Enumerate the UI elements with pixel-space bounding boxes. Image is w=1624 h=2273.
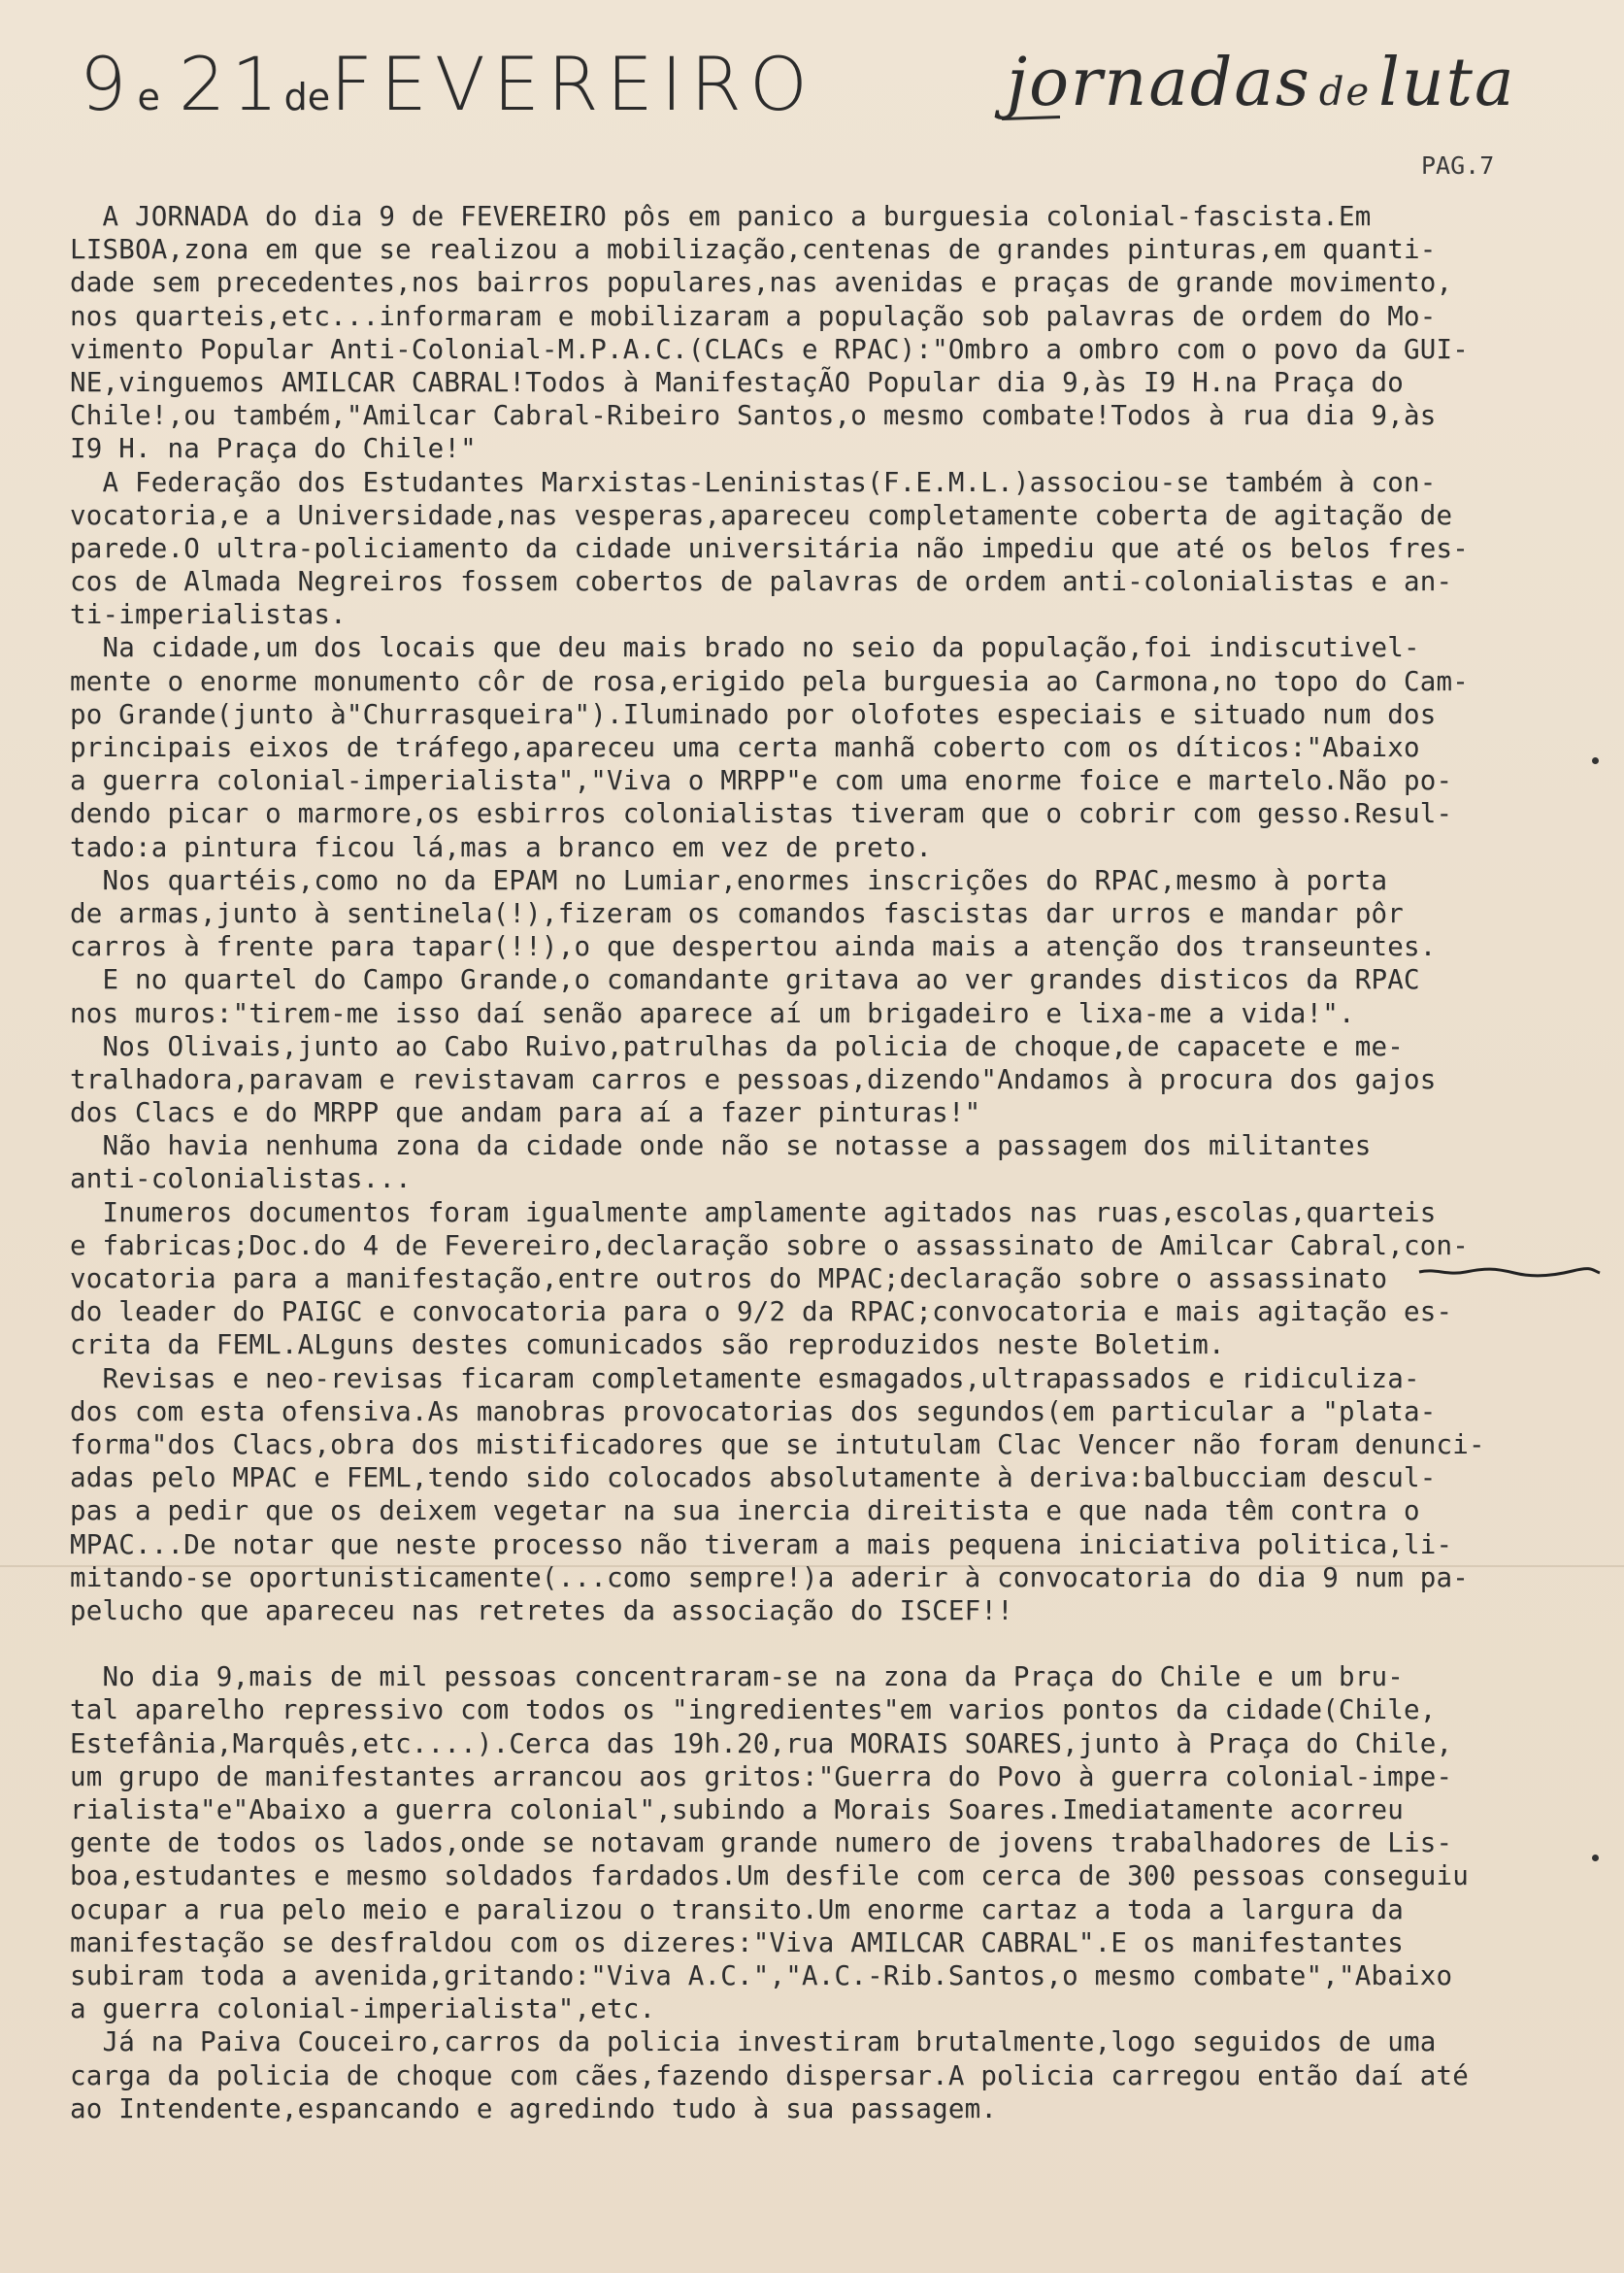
pen-scribble-mark [1417, 1266, 1602, 1278]
text-line: carga da policia de choque com cães,fazendo dispersar.A policia carregou então daí até [70, 2059, 1470, 2091]
margin-dot-upper [1592, 757, 1599, 764]
text-line: mitando-se oportunisticamente(...como sempre!)a aderir à convocatoria do dia 9 num pa- [70, 1561, 1470, 1593]
text-line: crita da FEML.ALguns destes comunicados são reproduzidos neste Boletim. [70, 1329, 1225, 1361]
text-line: A JORNADA do dia 9 de FEVEREIRO pôs em panico a burguesia colonial-fascista.Em [70, 201, 1372, 232]
text-line: Já na Paiva Couceiro,carros da policia investiram brutalmente,logo seguidos de uma [70, 2026, 1437, 2058]
paragraph-gap [70, 1627, 1584, 1660]
text-line: a guerra colonial-imperialista",etc. [70, 1993, 656, 2025]
text-line: dendo picar o marmore,os esbirros colonialistas tiveram que o cobrir com gesso.Resul- [70, 798, 1453, 830]
text-line: tal aparelho repressivo com todos os "ingredientes"em varios pontos da cidade(Chile, [70, 1694, 1437, 1726]
headline-day-9: 9 [80, 41, 133, 127]
text-line: e fabricas;Doc.do 4 de Fevereiro,declaração sobre o assassinato de Amilcar Cabral,con- [70, 1229, 1470, 1261]
text-line: Chile!,ou também,"Amilcar Cabral-Ribeiro Santos,o mesmo combate!Todos à rua dia 9,às [70, 400, 1437, 432]
text-line: gente de todos os lados,onde se notavam grande numero de jovens trabalhadores de Lis- [70, 1827, 1453, 1859]
text-line: nos quarteis,etc...informaram e mobilizaram a população sob palavras de ordem do Mo- [70, 300, 1437, 332]
text-line: rialista"e"Abaixo a guerra colonial",subindo a Morais Soares.Imediatamente acorreu [70, 1794, 1405, 1825]
text-line: nos muros:"tirem-me isso daí senão aparece aí um brigadeiro e lixa-me a vida!". [70, 997, 1355, 1029]
headline-de: de [283, 76, 331, 118]
text-line: do leader do PAIGC e convocatoria para o 9/2 da RPAC;convocatoria e mais agitação es- [70, 1296, 1453, 1328]
text-line: vocatoria,e a Universidade,nas vesperas,apareceu completamente coberta de agitação de [70, 499, 1453, 531]
text-line: ti-imperialistas. [70, 599, 347, 631]
text-line: I9 H. na Praça do Chile!" [70, 433, 477, 465]
text-line: subiram toda a avenida,gritando:"Viva A.C.","A.C.-Rib.Santos,o mesmo combate","Abaixo [70, 1959, 1453, 1991]
text-line: MPAC...De notar que neste processo não tiveram a mais pequena iniciativa politica,li- [70, 1528, 1453, 1560]
text-line: boa,estudantes e mesmo soldados fardados.Um desfile com cerca de 300 pessoas conseguiu [70, 1860, 1470, 1892]
text-line: manifestação se desfraldou com os dizeres:"Viva AMILCAR CABRAL".E os manifestantes [70, 1926, 1405, 1958]
text-line: Nos Olivais,junto ao Cabo Ruivo,patrulhas da policia de choque,de capacete e me- [70, 1030, 1405, 1062]
text-line: ao Intendente,espancando e agredindo tudo à sua passagem. [70, 2092, 998, 2124]
headline-day-21: 21 [178, 41, 284, 127]
page-number: PAG.7 [1421, 151, 1495, 180]
headline-subtitle-word1: jornadas [1007, 45, 1311, 121]
text-line: pelucho que apareceu nas retretes da associação do ISCEF!! [70, 1594, 1013, 1626]
text-line: Estefânia,Marquês,etc....).Cerca das 19h.20,rua MORAIS SOARES,junto à Praça do Chile, [70, 1727, 1453, 1759]
text-line: A Federação dos Estudantes Marxistas-Leninistas(F.E.M.L.)associou-se também à con- [70, 466, 1437, 498]
headline [80, 41, 1555, 148]
text-line: anti-colonialistas... [70, 1163, 412, 1195]
headline-month: FEVEREIRO [330, 41, 815, 127]
text-line: Na cidade,um dos locais que deu mais brado no seio da população,foi indiscutivel- [70, 632, 1420, 664]
text-line: dade sem precedentes,nos bairros populares,nas avenidas e praças de grande movimento, [70, 267, 1453, 299]
headline-subtitle-word2: luta [1378, 45, 1516, 121]
text-line: vimento Popular Anti-Colonial-M.P.A.C.(CLACs e RPAC):"Ombro a ombro com o povo da GUI- [70, 333, 1470, 365]
text-line: parede.O ultra-policiamento da cidade universitária não impediu que até os belos fres- [70, 532, 1470, 564]
text-line: dos com esta ofensiva.As manobras provocatorias dos segundos(em particular a "plata- [70, 1395, 1437, 1427]
text-line: mente o enorme monumento côr de rosa,erigido pela burguesia ao Carmona,no topo do Cam- [70, 665, 1470, 697]
text-line: tralhadora,paravam e revistavam carros e pessoas,dizendo"Andamos à procura dos gajos [70, 1063, 1437, 1095]
article-body [70, 200, 1584, 2125]
text-line: LISBOA,zona em que se realizou a mobilização,centenas de grandes pinturas,em quanti- [70, 234, 1437, 266]
text-line: carros à frente para tapar(!!),o que despertou ainda mais a atenção dos transeuntes. [70, 931, 1437, 963]
headline-subtitle-de: de [1318, 70, 1372, 115]
text-line: dos Clacs e do MRPP que andam para aí a fazer pinturas!" [70, 1097, 981, 1129]
text-line: tado:a pintura ficou lá,mas a branco em vez de preto. [70, 831, 933, 863]
text-line: Não havia nenhuma zona da cidade onde não se notasse a passagem dos militantes [70, 1130, 1372, 1162]
text-line: um grupo de manifestantes arrancou aos gritos:"Guerra do Povo à guerra colonial-impe- [70, 1760, 1453, 1792]
text-line: pas a pedir que os deixem vegetar na sua inercia direitista e que nada têm contra o [70, 1495, 1420, 1527]
text-line: a guerra colonial-imperialista","Viva o MRPP"e com uma enorme foice e martelo.Não po- [70, 765, 1453, 797]
text-line: forma"dos Clacs,obra dos mistificadores que se intutulam Clac Vencer não foram denunci- [70, 1428, 1485, 1460]
text-line: No dia 9,mais de mil pessoas concentraram-se na zona da Praça do Chile e um bru- [70, 1661, 1405, 1693]
margin-dot-lower [1592, 1855, 1599, 1861]
text-line: po Grande(junto à"Churrasqueira").Iluminado por olofotes especiais e situado num dos [70, 698, 1437, 730]
text-line: vocatoria para a manifestação,entre outros do MPAC;declaração sobre o assassinato [70, 1263, 1388, 1294]
text-line: de armas,junto à sentinela(!),fizeram os comandos fascistas dar urros e mandar pôr [70, 897, 1405, 929]
text-line: ocupar a rua pelo meio e paralizou o transito.Um enorme cartaz a toda a largura da [70, 1893, 1405, 1925]
text-line: Nos quartéis,como no da EPAM no Lumiar,enormes inscrições do RPAC,mesmo à porta [70, 864, 1388, 896]
text-line: E no quartel do Campo Grande,o comandante gritava ao ver grandes disticos da RPAC [70, 964, 1420, 996]
headline-conjunction: e [137, 76, 160, 118]
text-line: NE,vinguemos AMILCAR CABRAL!Todos à ManifestaçÃO Popular dia 9,às I9 H.na Praça do [70, 366, 1405, 398]
headline-subtitle [1007, 45, 1516, 121]
text-line: principais eixos de tráfego,apareceu uma certa manhã coberto com os díticos:"Abaixo [70, 732, 1420, 763]
text-line: cos de Almada Negreiros fossem cobertos de palavras de ordem anti-colonialistas e an- [70, 566, 1453, 598]
text-line: adas pelo MPAC e FEML,tendo sido colocados absolutamente à deriva:balbucciam descul- [70, 1462, 1437, 1494]
text-line: Inumeros documentos foram igualmente amplamente agitados nas ruas,escolas,quarteis [70, 1196, 1437, 1228]
text-line: Revisas e neo-revisas ficaram completamente esmagados,ultrapassados e ridiculiza- [70, 1362, 1420, 1394]
